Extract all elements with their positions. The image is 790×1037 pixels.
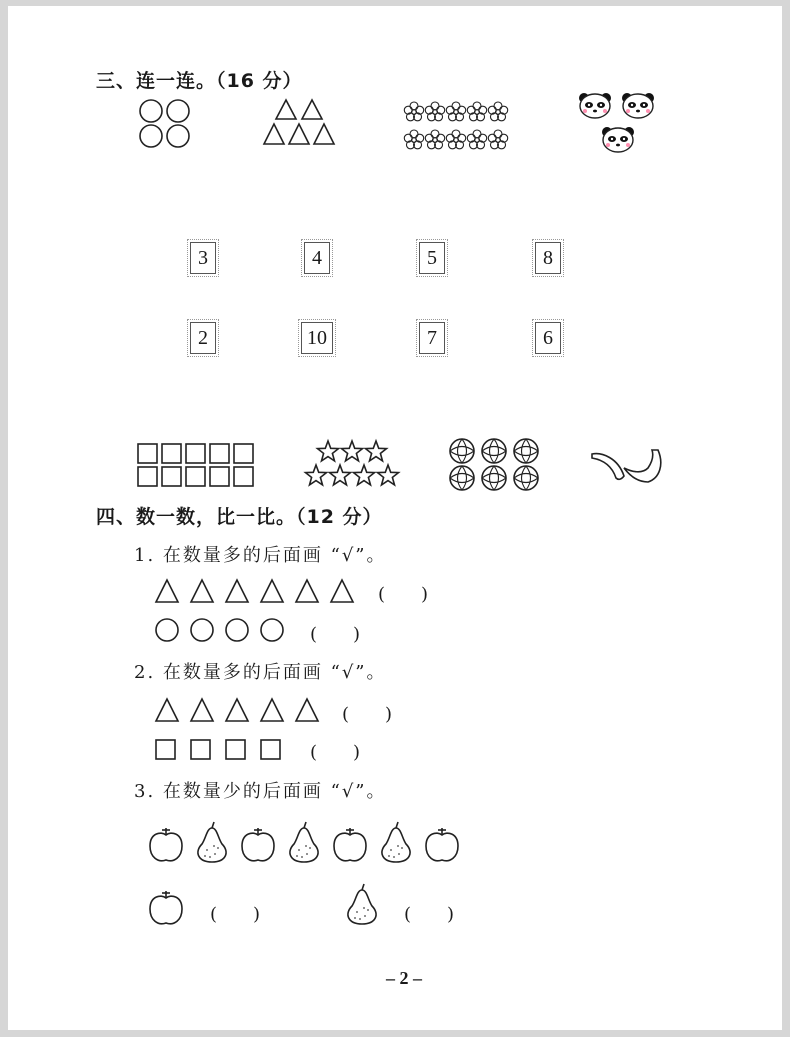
q2-instruction: 2. 在数量多的后面画 “√”。: [134, 662, 387, 683]
pear-icon: [198, 822, 226, 862]
volleyball-icon: [482, 439, 506, 463]
square-icon: [156, 740, 175, 759]
apple-icon: [150, 891, 182, 924]
triangle-icon: [261, 580, 283, 602]
page-number: – 2 –: [386, 968, 422, 988]
star-icon: [378, 465, 399, 485]
q1-triangle-answer[interactable]: ( ): [378, 584, 429, 605]
apple-icon: [426, 828, 458, 861]
triangle-icon: [314, 124, 334, 144]
star-icon: [306, 465, 327, 485]
q3-pear-answer[interactable]: ( ): [404, 904, 455, 925]
triangle-icon: [191, 699, 213, 721]
square-icon: [210, 467, 229, 486]
triangle-icon: [331, 580, 353, 602]
square-icon: [138, 444, 157, 463]
square-icon: [234, 444, 253, 463]
square-icon: [191, 740, 210, 759]
q2-triangle-row: [154, 697, 329, 725]
triangle-icon: [156, 699, 178, 721]
triangle-icon: [264, 124, 284, 144]
circle-icon: [167, 125, 189, 147]
panda-icon: [602, 127, 634, 152]
circle-icon: [261, 619, 283, 641]
square-icon: [138, 467, 157, 486]
circle-icon: [156, 619, 178, 641]
triangle-group: [262, 98, 337, 148]
star-icon: [318, 441, 339, 461]
number-box-2[interactable]: 2: [190, 322, 216, 354]
star-icon: [330, 465, 351, 485]
square-icon: [162, 467, 181, 486]
number-box-10[interactable]: 10: [301, 322, 333, 354]
square-group: [136, 442, 258, 488]
flower-icon: [467, 102, 486, 121]
circle-group: [136, 98, 196, 150]
volleyball-icon: [450, 466, 474, 490]
panda-group: [580, 92, 666, 158]
flower-icon: [425, 130, 444, 149]
apple-icon: [334, 828, 366, 861]
circle-icon: [140, 100, 162, 122]
q3-apple-answer[interactable]: ( ): [210, 904, 261, 925]
pear-icon: [290, 822, 318, 862]
apple-icon: [242, 828, 274, 861]
triangle-icon: [261, 699, 283, 721]
square-icon: [210, 444, 229, 463]
volleyball-icon: [514, 439, 538, 463]
circle-icon: [140, 125, 162, 147]
volleyball-icon: [514, 466, 538, 490]
circle-icon: [226, 619, 248, 641]
number-box-8[interactable]: 8: [535, 242, 561, 274]
triangle-icon: [226, 699, 248, 721]
number-box-3[interactable]: 3: [190, 242, 216, 274]
volleyball-icon: [450, 439, 474, 463]
star-group: [304, 440, 404, 488]
square-icon: [261, 740, 280, 759]
q1-instruction: 1. 在数量多的后面画 “√”。: [134, 545, 387, 566]
q3-fruit-row: [148, 820, 464, 864]
star-icon: [366, 441, 387, 461]
triangle-icon: [156, 580, 178, 602]
q2-triangle-answer[interactable]: ( ): [342, 704, 393, 725]
banana-group: [588, 444, 664, 484]
panda-icon: [579, 93, 611, 118]
pear-icon: [382, 822, 410, 862]
q2-square-answer[interactable]: ( ): [310, 742, 361, 763]
square-icon: [186, 444, 205, 463]
star-icon: [342, 441, 363, 461]
apple-icon: [150, 828, 182, 861]
circle-icon: [191, 619, 213, 641]
q3-pear-choice: [344, 880, 382, 926]
flower-icon: [404, 102, 423, 121]
panda-icon: [622, 93, 654, 118]
section4-title: 四、数一数，比一比。（12 分）: [96, 506, 383, 528]
q3-apple-choice: [148, 886, 186, 926]
q1-circle-answer[interactable]: ( ): [310, 624, 361, 645]
flower-icon: [488, 102, 507, 121]
square-icon: [162, 444, 181, 463]
triangle-icon: [296, 580, 318, 602]
triangle-icon: [302, 100, 322, 119]
q3-instruction: 3. 在数量少的后面画 “√”。: [134, 781, 387, 802]
q1-circle-row: [154, 617, 294, 645]
volleyball-group: [448, 438, 544, 492]
q1-triangle-row: [154, 578, 364, 606]
number-box-5[interactable]: 5: [419, 242, 445, 274]
square-icon: [226, 740, 245, 759]
flower-group: [404, 100, 514, 154]
triangle-icon: [226, 580, 248, 602]
circle-icon: [167, 100, 189, 122]
triangle-icon: [191, 580, 213, 602]
flower-icon: [446, 102, 465, 121]
flower-icon: [488, 130, 507, 149]
flower-icon: [446, 130, 465, 149]
number-box-4[interactable]: 4: [304, 242, 330, 274]
square-icon: [234, 467, 253, 486]
number-box-7[interactable]: 7: [419, 322, 445, 354]
triangle-icon: [296, 699, 318, 721]
star-icon: [354, 465, 375, 485]
number-box-6[interactable]: 6: [535, 322, 561, 354]
section3-title: 三、连一连。（16 分）: [96, 70, 303, 92]
banana-icon: [624, 450, 661, 482]
q2-square-row: [154, 737, 294, 763]
pear-icon: [348, 884, 376, 924]
flower-icon: [425, 102, 444, 121]
square-icon: [186, 467, 205, 486]
volleyball-icon: [482, 466, 506, 490]
triangle-icon: [276, 100, 296, 119]
flower-icon: [404, 130, 423, 149]
triangle-icon: [289, 124, 309, 144]
flower-icon: [467, 130, 486, 149]
banana-icon: [592, 454, 624, 480]
